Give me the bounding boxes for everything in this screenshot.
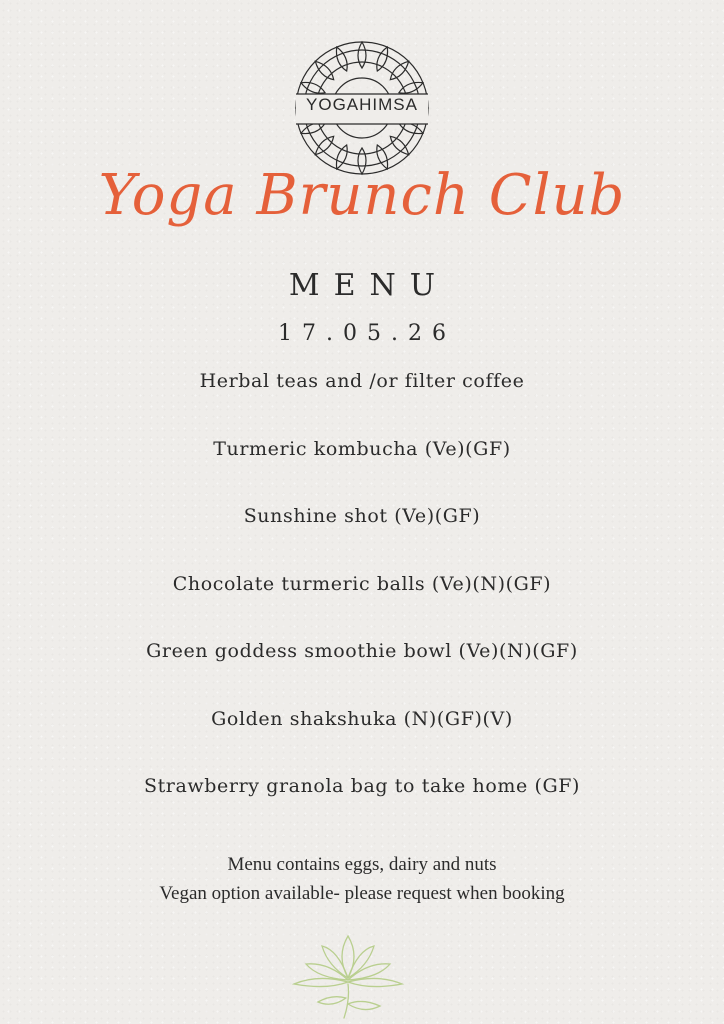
menu-item: Chocolate turmeric balls (Ve)(N)(GF)	[172, 572, 552, 595]
menu-item: Strawberry granola bag to take home (GF)	[143, 775, 581, 797]
allergen-note: Menu contains eggs, dairy and nuts	[227, 854, 497, 875]
menu-item: Turmeric kombucha (Ve)(GF)	[213, 437, 511, 460]
vegan-note: Vegan option available- please request when booking	[159, 883, 565, 904]
menu-date: 17.05.26	[278, 321, 456, 346]
menu-item: Green goddess smoothie bowl (Ve)(N)(GF)	[146, 640, 578, 662]
brand-logo	[292, 38, 432, 178]
menu-notes	[0, 850, 724, 908]
menu-heading: MENU	[288, 268, 450, 303]
menu-item: Sunshine shot (Ve)(GF)	[243, 505, 481, 527]
menu-items	[0, 370, 724, 843]
page-title: Yoga Brunch Club	[98, 163, 626, 228]
menu-item: Herbal teas and /or filter coffee	[199, 370, 525, 392]
menu-item: Golden shakshuka (N)(GF)(V)	[211, 707, 513, 730]
lotus-icon	[288, 928, 408, 1020]
footer-decoration	[288, 928, 408, 1020]
logo-wordmark: YOGAHIMSA	[306, 95, 418, 114]
